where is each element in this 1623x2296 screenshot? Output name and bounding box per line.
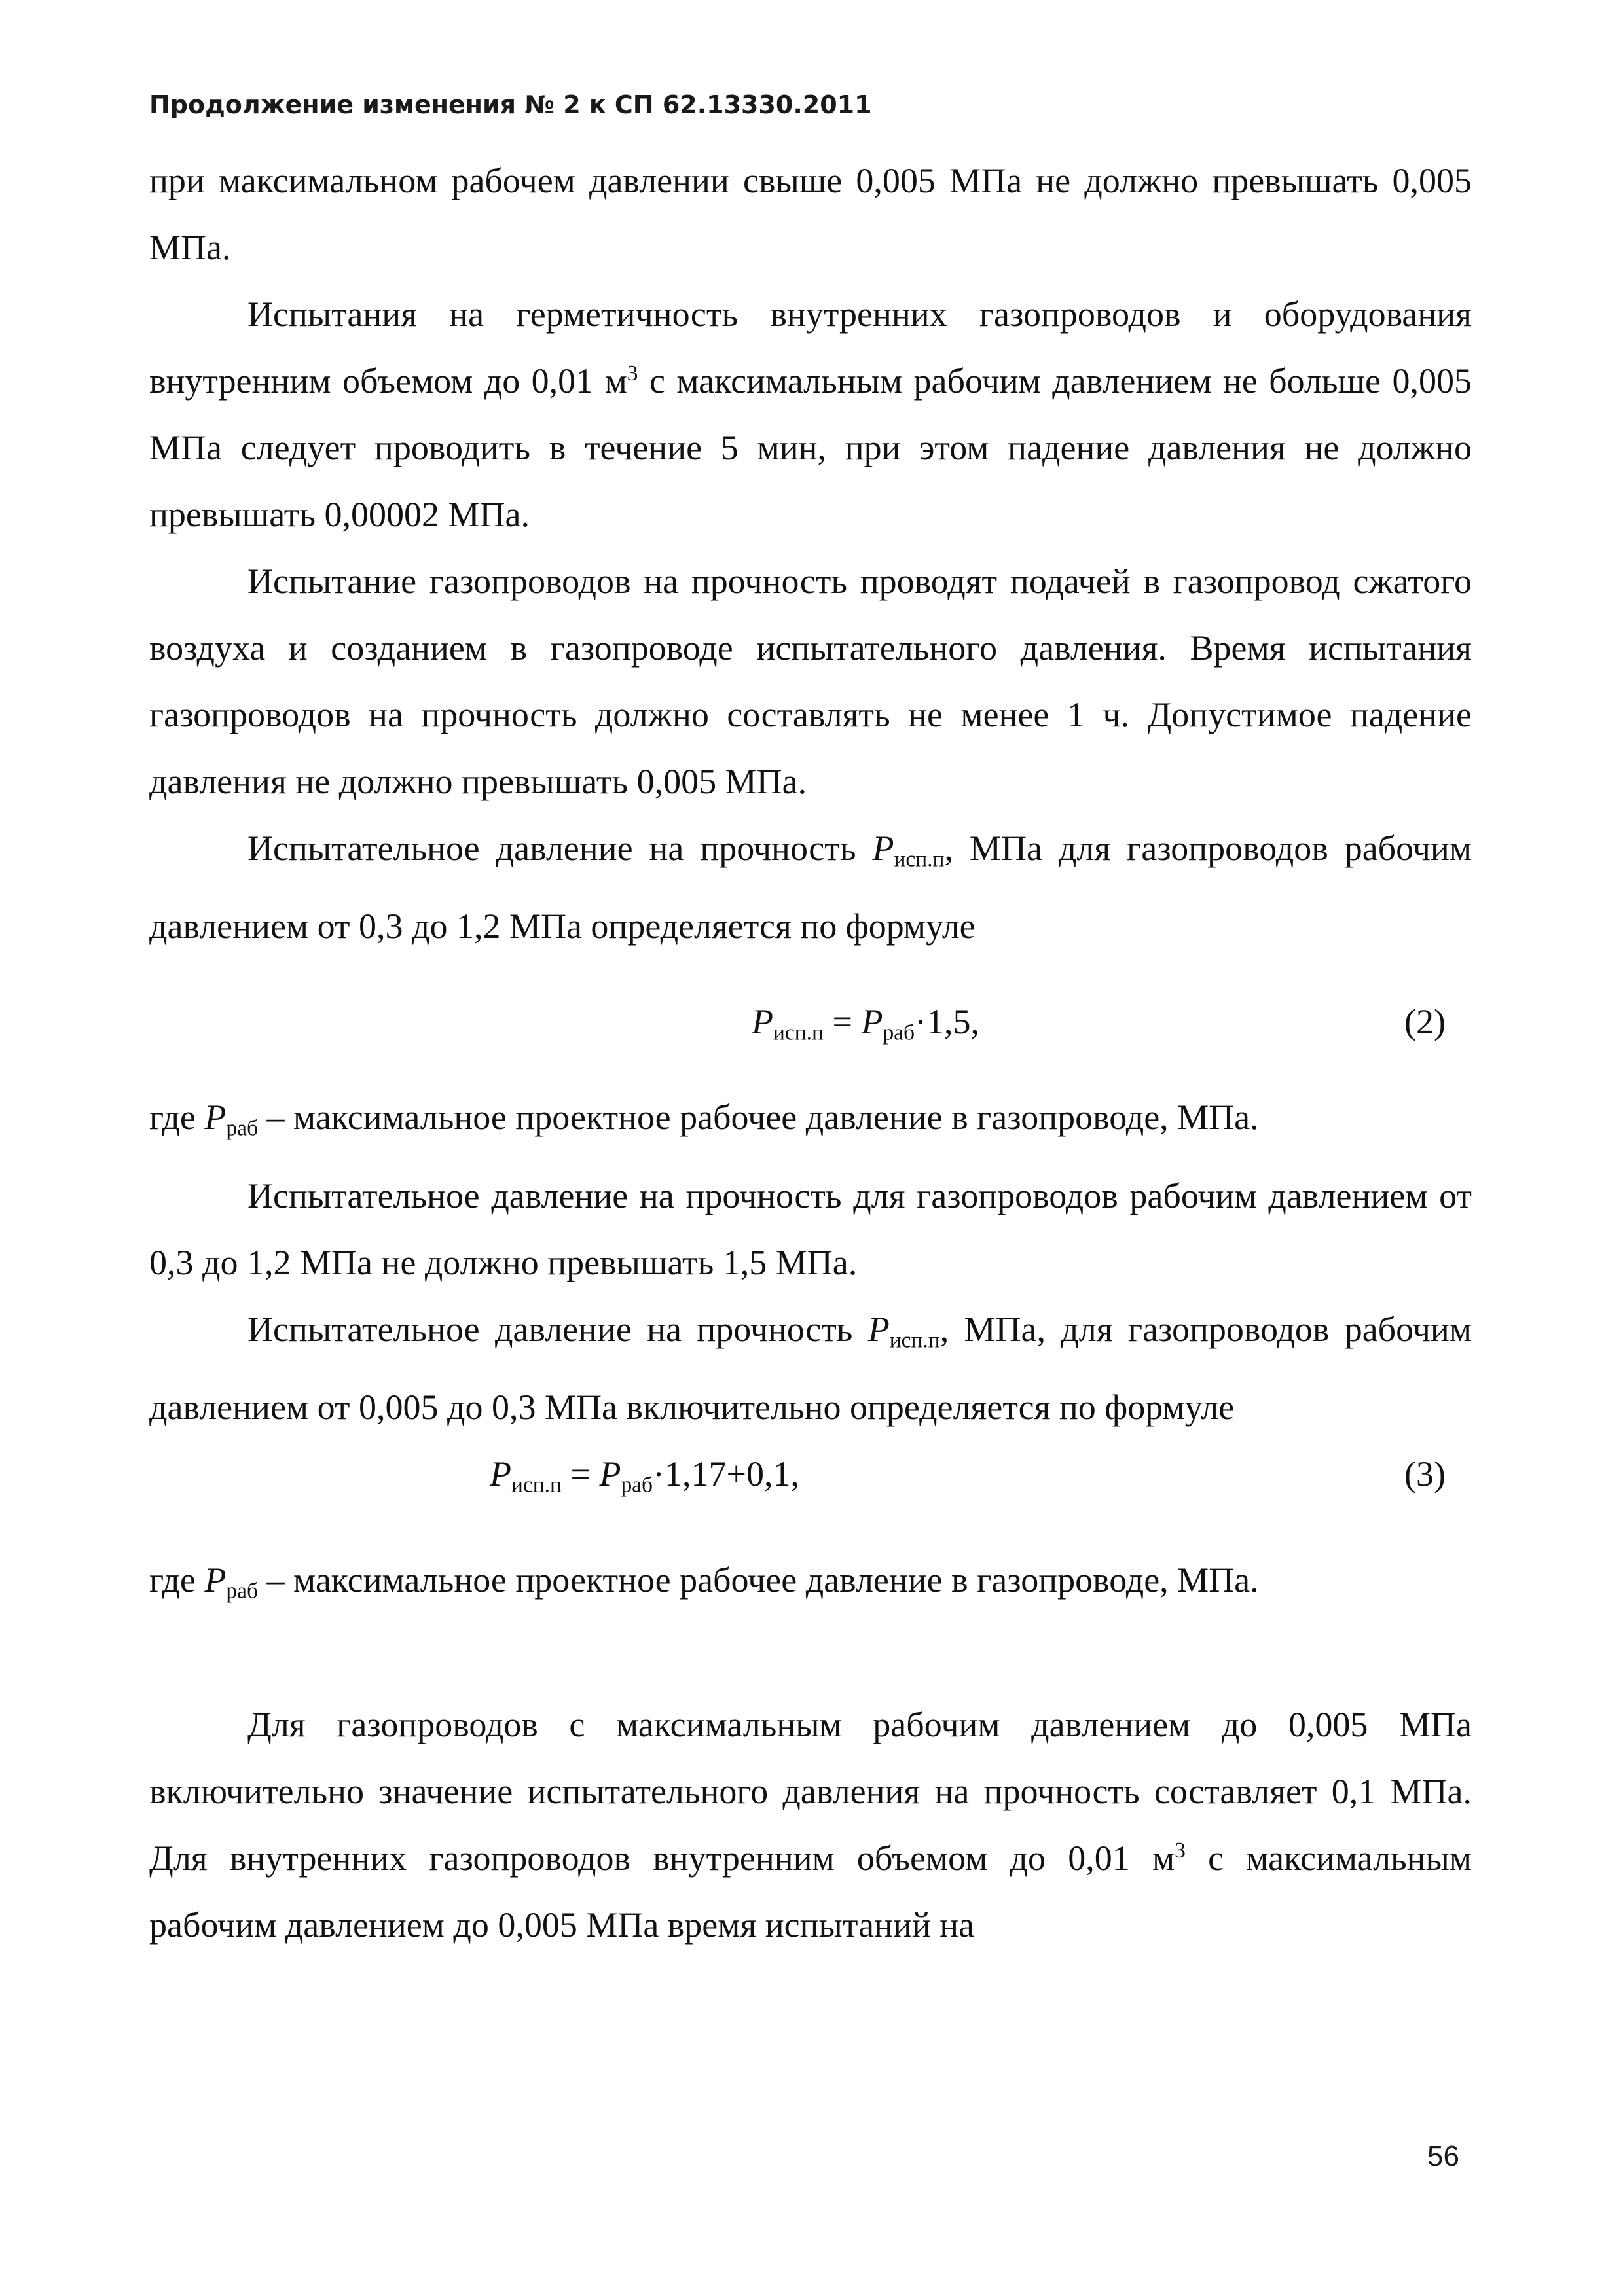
paragraph-strength-test: Испытание газопроводов на прочность проводят подачей в газопровод сжатого воздуха и созданием в газопроводе испытательного давления. Время испытания газопроводов на прочность должно составлять не менее 1 ч. Допустимое падение давления не должно превышать 0,005 МПа.: [149, 562, 1472, 801]
paragraph-continuation: при максимальном рабочем давлении свыше 0,005 МПа не должно превышать 0,005 МПа.: [149, 161, 1472, 267]
formula-2-number: (2): [1404, 1002, 1446, 1042]
paragraph-max-pressure: Испытательное давление на прочность для газопроводов рабочим давлением от 0,3 до 1,2 МПа не должно превышать 1,5 МПа.: [149, 1175, 1472, 1282]
page-number: 56: [1427, 2140, 1459, 2172]
formula-3-expression: $P_{исп.п} = P_{раб}\cdot 1,17+0,1$,: [490, 1454, 799, 1498]
paragraph-leak-test: Испытания на герметичность внутренних газопроводов и оборудования внутренним объемом до 0,01 $м^3$ с максимальным рабочим давлением не больше 0,005 МПа следует проводить в течение 5 мин, при этом падение давления не должно превышать 0,00002 МПа.: [149, 295, 1472, 534]
formula-3-number: (3): [1404, 1454, 1446, 1494]
paragraph-where-2: где $P_{раб}$ – максимальное проектное рабочее давление в газопроводе, МПа.: [149, 1560, 1259, 1604]
paragraph-low-pressure: Для газопроводов с максимальным рабочим давлением до 0,005 МПа включительно значение испытательного давления на прочность составляет 0,1 МПа. Для внутренних газопроводов внутренним объемом до 0,01 $м^3$ с максимальным рабочим давлением до 0,005 МПа время испытаний на: [149, 1705, 1472, 1945]
document-body: [149, 147, 1472, 1958]
paragraph-test-pressure-high: Испытательное давление на прочность $P_{исп.п}$, МПа для газопроводов рабочим давлением от 0,3 до 1,2 МПа определяется по формуле: [149, 829, 1472, 946]
page-header: Продолжение изменения № 2 к СП 62.13330.2011: [149, 90, 872, 119]
paragraph-where-1: где $P_{раб}$ – максимальное проектное рабочее давление в газопроводе, МПа.: [149, 1098, 1259, 1141]
paragraph-test-pressure-low: Испытательное давление на прочность $P_{исп.п}$, МПа, для газопроводов рабочим давлением от 0,005 до 0,3 МПа включительно определяется по формуле: [149, 1309, 1472, 1427]
formula-2: [149, 988, 1472, 1055]
formula-2-expression: $P_{исп.п} = P_{раб}\cdot 1,5$,: [752, 1002, 980, 1045]
formula-3: [149, 1441, 1472, 1507]
